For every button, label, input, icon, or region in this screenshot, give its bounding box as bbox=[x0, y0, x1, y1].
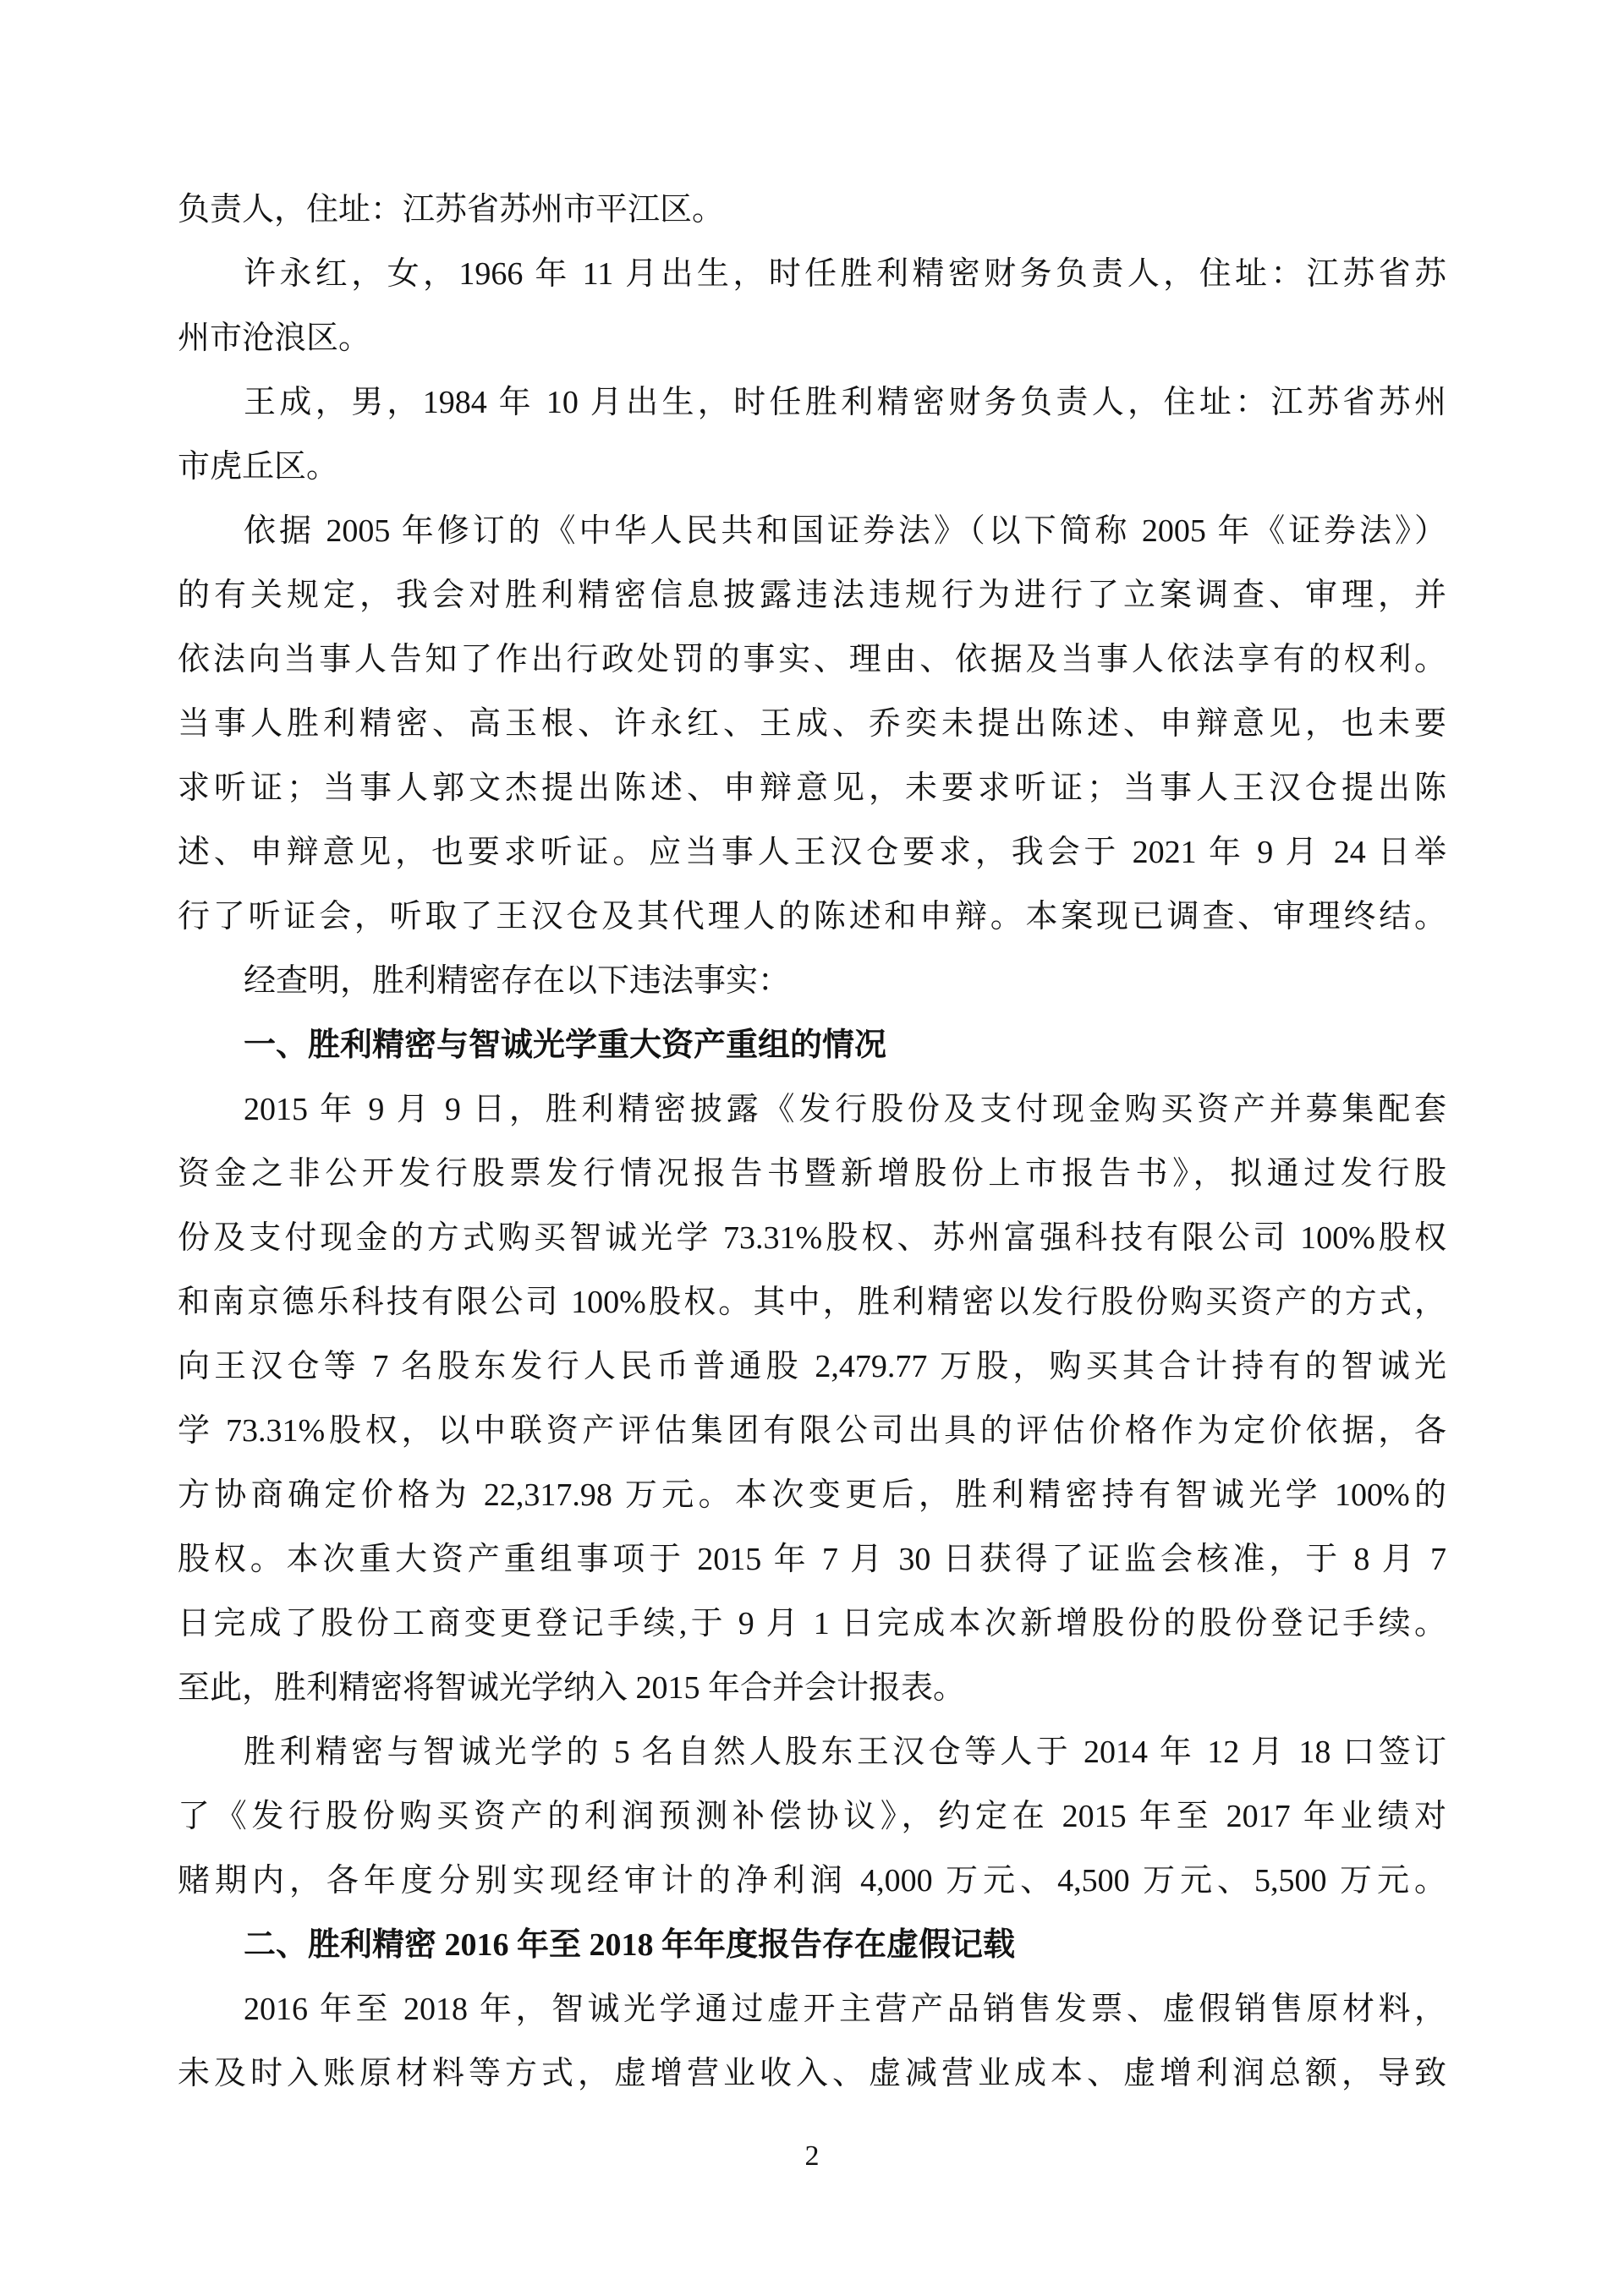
text-line: 许永红，女，1966 年 11 月出生，时任胜利精密财务负责人，住址：江苏省苏 bbox=[244, 256, 1446, 292]
text-line: 依法向当事人告知了作出行政处罚的事实、理由、依据及当事人依法享有的权利。 bbox=[178, 642, 1446, 677]
text-line: 行了听证会，听取了王汉仓及其代理人的陈述和申辩。本案现已调查、审理终结。 bbox=[178, 899, 1446, 934]
text-line: 王成，男，1984 年 10 月出生，时任胜利精密财务负责人，住址：江苏省苏州 bbox=[244, 385, 1446, 420]
text-line: 胜利精密与智诚光学的 5 名自然人股东王汉仓等人于 2014 年 12 月 18 口签订 bbox=[244, 1734, 1446, 1770]
document-body bbox=[178, 178, 1446, 2106]
page-number: 2 bbox=[804, 2140, 820, 2172]
text-line: 州市沧浪区。 bbox=[178, 321, 371, 356]
text-line: 学 73.31%股权，以中联资产评估集团有限公司出具的评估价格作为定价依据，各 bbox=[178, 1413, 1446, 1449]
text-line: 和南京德乐科技有限公司 100%股权。其中，胜利精密以发行股份购买资产的方式， bbox=[178, 1285, 1446, 1320]
text-line: 述、申辩意见，也要求听证。应当事人王汉仓要求，我会于 2021 年 9 月 24 日举 bbox=[178, 835, 1446, 870]
text-line: 负责人，住址：江苏省苏州市平江区。 bbox=[178, 192, 725, 227]
text-line: 2015 年 9 月 9 日，胜利精密披露《发行股份及支付现金购买资产并募集配套 bbox=[244, 1092, 1446, 1127]
text-line: 的有关规定，我会对胜利精密信息披露违法违规行为进行了立案调查、审理，并 bbox=[178, 578, 1446, 613]
text-line: 至此，胜利精密将智诚光学纳入 2015 年合并会计报表。 bbox=[178, 1670, 966, 1706]
text-line: 求听证；当事人郭文杰提出陈述、申辩意见，未要求听证；当事人王汉仓提出陈 bbox=[178, 770, 1446, 806]
text-line: 资金之非公开发行股票发行情况报告书暨新增股份上市报告书》，拟通过发行股 bbox=[178, 1156, 1446, 1192]
section-heading: 二、胜利精密 2016 年至 2018 年年度报告存在虚假记载 bbox=[244, 1927, 1016, 1963]
text-line: 股权。本次重大资产重组事项于 2015 年 7 月 30 日获得了证监会核准，于 8 月 7 bbox=[178, 1542, 1446, 1577]
text-line: 赌期内，各年度分别实现经审计的净利润 4,000 万元、4,500 万元、5,500 万元。 bbox=[178, 1863, 1446, 1899]
page-footer bbox=[178, 2131, 1446, 2182]
text-line: 份及支付现金的方式购买智诚光学 73.31%股权、苏州富强科技有限公司 100%股权 bbox=[178, 1220, 1446, 1256]
text-line: 向王汉仓等 7 名股东发行人民币普通股 2,479.77 万股，购买其合计持有的智诚光 bbox=[178, 1349, 1446, 1384]
text-line: 了《发行股份购买资产的利润预测补偿协议》，约定在 2015 年至 2017 年业绩对 bbox=[178, 1799, 1446, 1834]
section-heading: 一、胜利精密与智诚光学重大资产重组的情况 bbox=[244, 1027, 887, 1063]
text-line: 2016 年至 2018 年，智诚光学通过虚开主营产品销售发票、虚假销售原材料， bbox=[244, 1992, 1446, 2027]
text-line: 未及时入账原材料等方式，虚增营业收入、虚减营业成本、虚增利润总额，导致 bbox=[178, 2056, 1446, 2091]
text-line: 方协商确定价格为 22,317.98 万元。本次变更后，胜利精密持有智诚光学 100%的 bbox=[178, 1477, 1446, 1513]
text-line: 经查明，胜利精密存在以下违法事实： bbox=[244, 963, 791, 999]
text-line: 依据 2005 年修订的《中华人民共和国证券法》（以下简称 2005 年《证券法》） bbox=[244, 513, 1446, 549]
text-line: 日完成了股份工商变更登记手续,于 9 月 1 日完成本次新增股份的股份登记手续。 bbox=[178, 1606, 1446, 1641]
text-line: 市虎丘区。 bbox=[178, 449, 339, 485]
text-line: 当事人胜利精密、高玉根、许永红、王成、乔奕未提出陈述、申辩意见，也未要 bbox=[178, 706, 1446, 742]
